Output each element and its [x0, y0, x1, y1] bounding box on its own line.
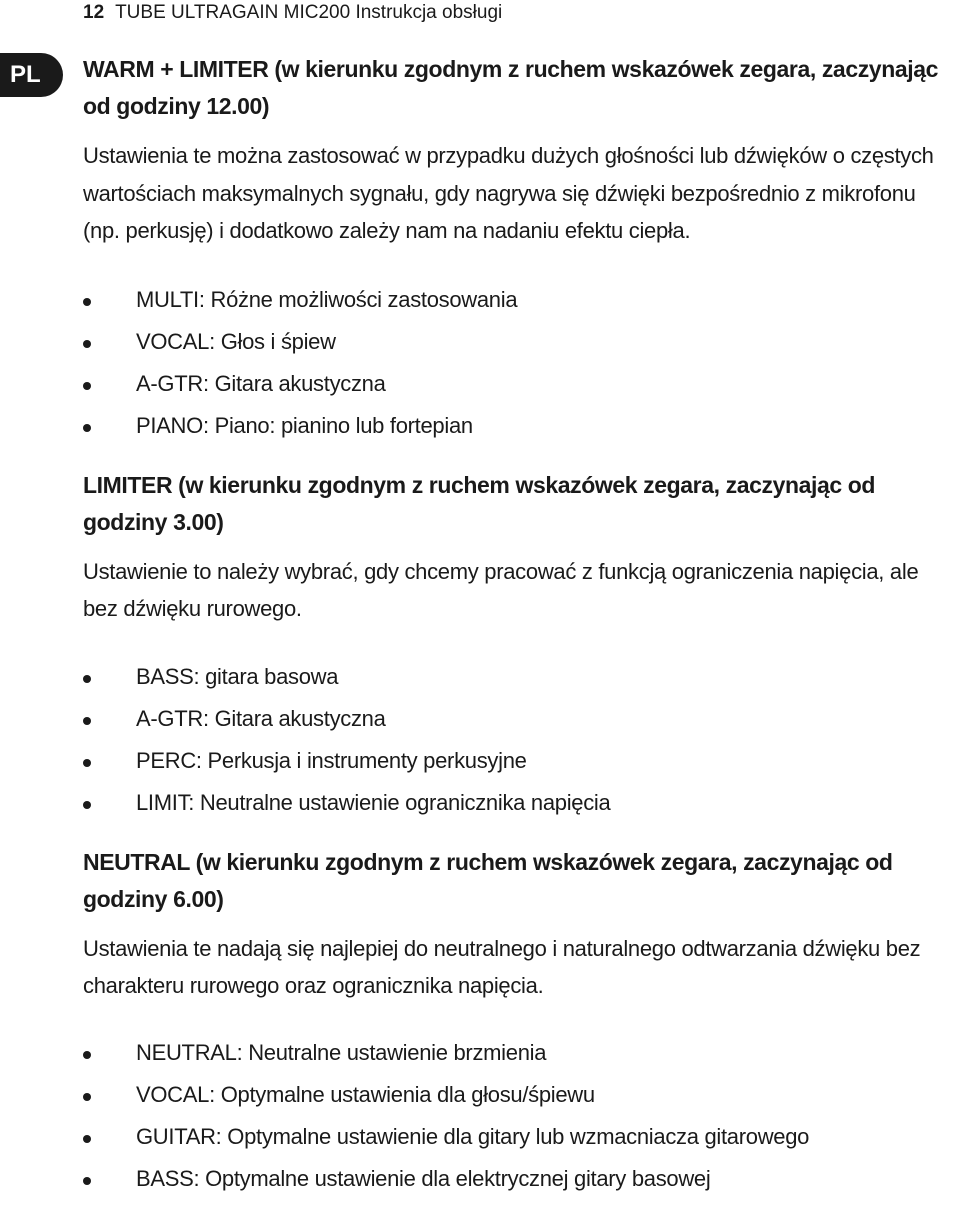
list-item [83, 1032, 953, 1074]
list-item-text: GUITAR: Optymalne ustawienie dla gitary lub wzmacniacza gitarowego [136, 1123, 810, 1149]
list-item [83, 782, 953, 824]
page-content [83, 51, 953, 1200]
bullet-icon [83, 801, 91, 809]
list-item-text: MULTI: Różne możliwości zastosowania [136, 286, 518, 312]
list-item [83, 321, 953, 363]
list-item [83, 1158, 953, 1200]
bullet-icon [83, 675, 91, 683]
list-item-text: PIANO: Piano: pianino lub fortepian [136, 412, 473, 438]
section-body-warm-limiter: Ustawienia te można zastosować w przypadku dużych głośności lub dźwięków o częstych wartościach maksymalnych sygnału, gdy nagrywa się dźwięki bezpośrednio z mikrofonu (np. perkusję) i dodatkowo zależy nam na nadaniu efektu ciepła. [83, 143, 934, 243]
bullet-list-neutral [83, 1032, 953, 1200]
list-item [83, 1074, 953, 1116]
document-title: TUBE ULTRAGAIN MIC200 Instrukcja obsługi [115, 2, 503, 23]
section-body-limiter: Ustawienie to należy wybrać, gdy chcemy pracować z funkcją ograniczenia napięcia, ale bez dźwięku rurowego. [83, 558, 919, 621]
list-item-text: LIMIT: Neutralne ustawienie ogranicznika napięcia [136, 789, 611, 815]
bullet-icon [83, 717, 91, 725]
list-item-text: BASS: gitara basowa [136, 663, 339, 689]
page-header [83, 2, 502, 24]
bullet-list-warm-limiter [83, 279, 953, 447]
list-item [83, 698, 953, 740]
section-heading-warm-limiter: WARM + LIMITER (w kierunku zgodnym z ruchem wskazówek zegara, zaczynając od godziny 12.00) [83, 56, 939, 119]
list-item [83, 656, 953, 698]
section-heading-neutral: NEUTRAL (w kierunku zgodnym z ruchem wskazówek zegara, zaczynając od godziny 6.00) [83, 848, 893, 912]
section-heading-limiter: LIMITER (w kierunku zgodnym z ruchem wskazówek zegara, zaczynając od godziny 3.00) [83, 471, 876, 535]
list-item [83, 363, 953, 405]
bullet-icon [83, 1135, 91, 1143]
list-item-text: A-GTR: Gitara akustyczna [136, 370, 386, 396]
list-item-text: NEUTRAL: Neutralne ustawienie brzmienia [136, 1039, 547, 1065]
bullet-list-limiter [83, 656, 953, 824]
page-number: 12 [83, 2, 105, 23]
list-item-text: BASS: Optymalne ustawienie dla elektrycznej gitary basowej [136, 1165, 711, 1191]
list-item [83, 740, 953, 782]
bullet-icon [83, 424, 91, 432]
bullet-icon [83, 1051, 91, 1059]
list-item [83, 279, 953, 321]
list-item [83, 405, 953, 447]
bullet-icon [83, 382, 91, 390]
list-item-text: VOCAL: Optymalne ustawienia dla głosu/śpiewu [136, 1081, 595, 1107]
list-item-text: VOCAL: Głos i śpiew [136, 328, 336, 354]
list-item [83, 1116, 953, 1158]
bullet-icon [83, 298, 91, 306]
list-item-text: A-GTR: Gitara akustyczna [136, 705, 386, 731]
bullet-icon [83, 340, 91, 348]
section-body-neutral: Ustawienia te nadają się najlepiej do neutralnego i naturalnego odtwarzania dźwięku bez charakteru rurowego oraz ogranicznika napięcia. [83, 935, 921, 998]
bullet-icon [83, 759, 91, 767]
bullet-icon [83, 1177, 91, 1185]
language-tab: PL [0, 53, 63, 97]
bullet-icon [83, 1093, 91, 1101]
list-item-text: PERC: Perkusja i instrumenty perkusyjne [136, 747, 527, 773]
